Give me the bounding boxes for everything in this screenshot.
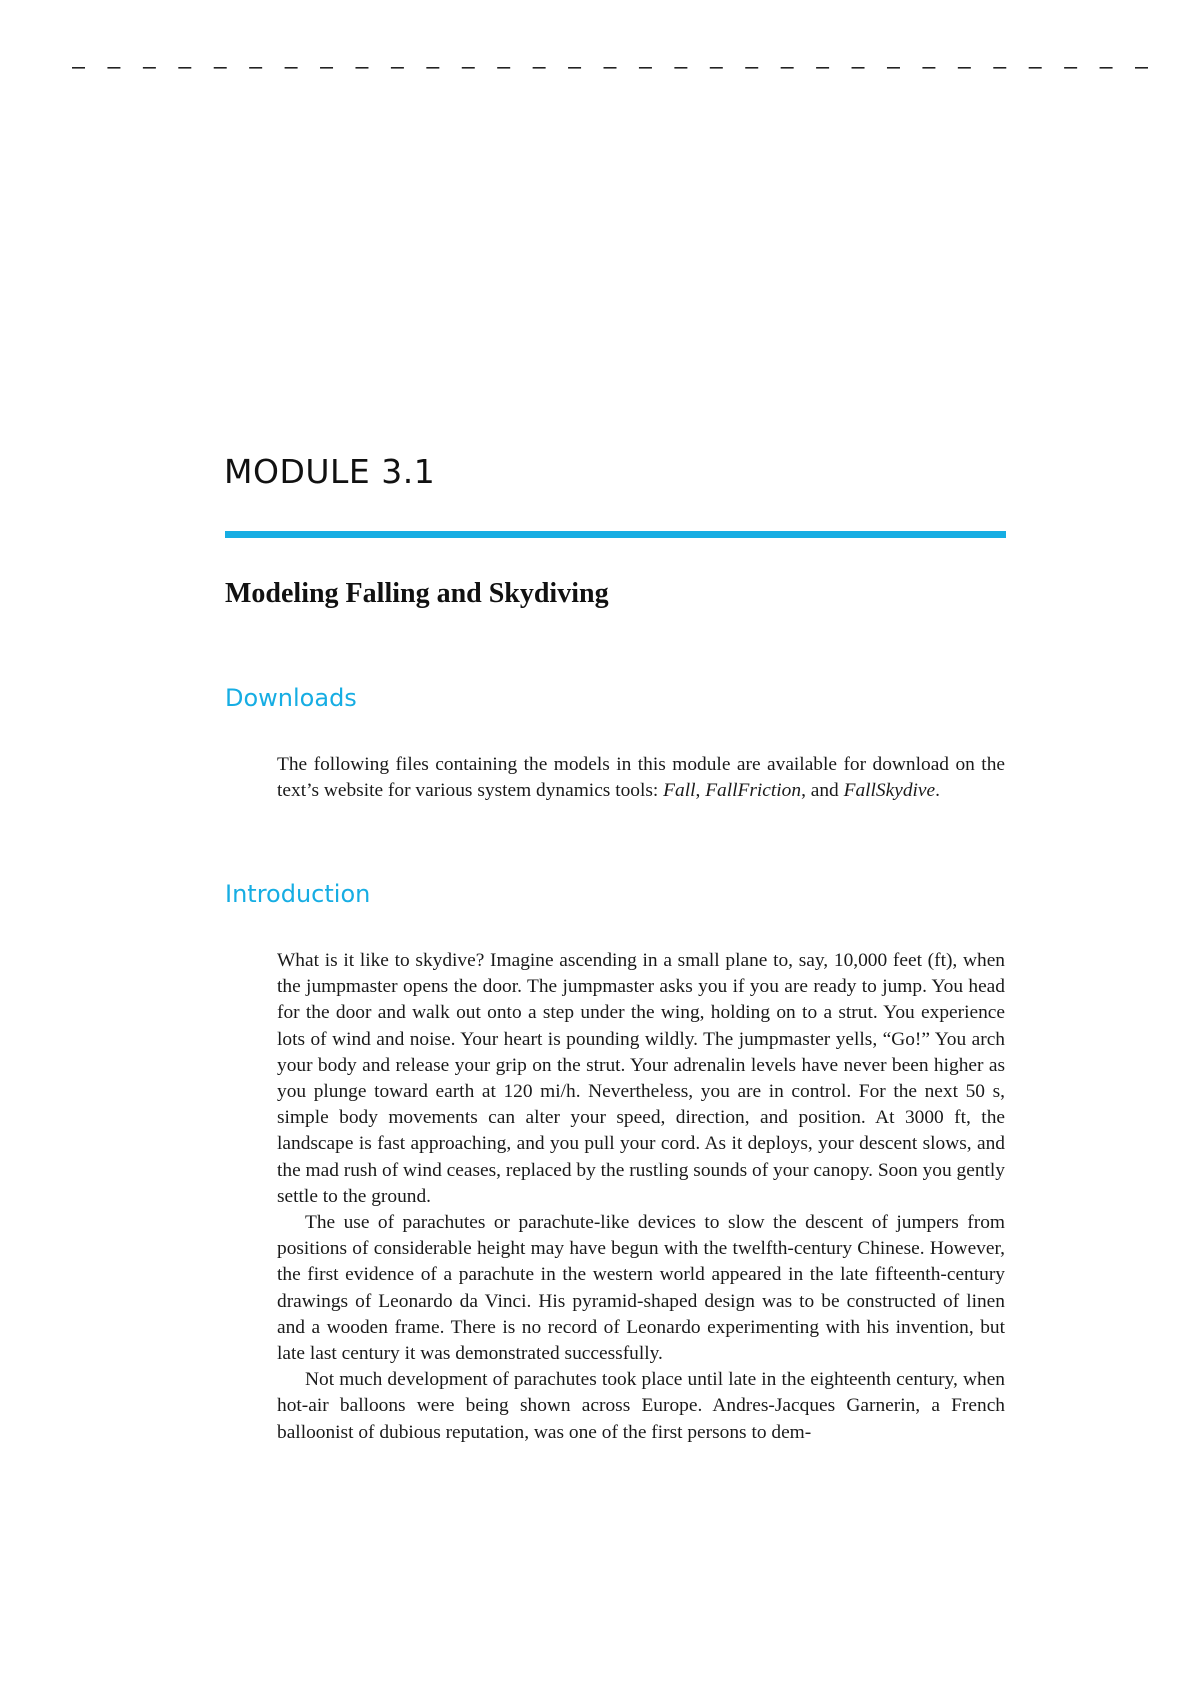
module-number: MODULE 3.1 (224, 452, 436, 491)
dash-segment (639, 67, 652, 69)
dash-segment (462, 67, 475, 69)
dash-segment (1100, 67, 1113, 69)
dash-segment (604, 67, 617, 69)
dash-segment (674, 67, 687, 69)
file-name-fallfriction: FallFriction (705, 780, 802, 802)
dash-segment (852, 67, 865, 69)
dash-segment (497, 67, 510, 69)
separator: , (695, 780, 706, 802)
dash-segment (745, 67, 758, 69)
dash-segment (993, 67, 1006, 69)
dash-segment (816, 67, 829, 69)
dash-segment (426, 67, 439, 69)
dash-segment (1064, 67, 1077, 69)
dash-segment (1029, 67, 1042, 69)
intro-paragraph-2: The use of parachutes or parachute-like devices to slow the descent of jumpers from positions of considerable height may have begun with the twelfth-century Chinese. However, the first evidence of a parachute in the western world appeared in the late fifteenth-century drawings of Leonardo da Vinci. His pyramid-shaped design was to be constructed of linen and a wooden frame. There is no record of Leonardo experimenting with his invention, but late last century it was demonstrated successfully. (277, 1212, 1005, 1365)
intro-paragraph-3: Not much development of parachutes took place until late in the eighteenth century, when hot-air balloons were being shown across Europe. Andres-Jacques Garnerin, a French balloonist of dubious reputation, was one of the first persons to dem- (277, 1369, 1005, 1443)
dash-segment (285, 67, 298, 69)
period: . (935, 780, 940, 802)
dash-segment (178, 67, 191, 69)
file-name-fall: Fall (663, 780, 696, 802)
module-accent-bar (225, 531, 1006, 538)
top-dashed-rule (72, 62, 1148, 74)
separator: , and (801, 780, 844, 802)
intro-paragraph-1: What is it like to skydive? Imagine ascending in a small plane to, say, 10,000 feet (ft), when the jumpmaster opens the door. The jumpmaster asks you if you are ready to jump. You head for the door and walk out onto a step under the wing, holding on to a strut. You experience lots of wind and noise. Your heart is pounding wildly. The jumpmaster yells, “Go!” You arch your body and release your grip on the strut. Your adrenalin levels have never been higher as you plunge toward earth at 120 mi/h. Nevertheless, you are in control. For the next 50 s, simple body movements can alter your speed, direction, and position. At 3000 ft, the landscape is fast approaching, and you pull your cord. As it deploys, your descent slows, and the mad rush of wind ceases, replaced by the rustling sounds of your canopy. Soon you gently settle to the ground. (277, 950, 1005, 1207)
dash-segment (320, 67, 333, 69)
dash-segment (958, 67, 971, 69)
dash-segment (781, 67, 794, 69)
dash-segment (710, 67, 723, 69)
file-name-fallskydive: FallSkydive (843, 780, 936, 802)
dash-segment (107, 67, 120, 69)
dash-segment (72, 67, 85, 69)
dash-segment (1135, 67, 1148, 69)
introduction-heading: Introduction (225, 880, 371, 908)
dash-segment (249, 67, 262, 69)
dash-segment (143, 67, 156, 69)
dash-segment (922, 67, 935, 69)
dash-segment (887, 67, 900, 69)
downloads-paragraph (277, 752, 1005, 804)
dash-segment (533, 67, 546, 69)
dash-segment (568, 67, 581, 69)
dash-segment (214, 67, 227, 69)
dash-segment (391, 67, 404, 69)
module-title: Modeling Falling and Skydiving (225, 578, 609, 609)
downloads-text: The following files containing the models in this module are available for download on the text’s website for various system dynamics tools: (277, 754, 1005, 802)
introduction-body (277, 948, 1005, 1446)
dash-segment (355, 67, 368, 69)
downloads-heading: Downloads (225, 684, 357, 712)
